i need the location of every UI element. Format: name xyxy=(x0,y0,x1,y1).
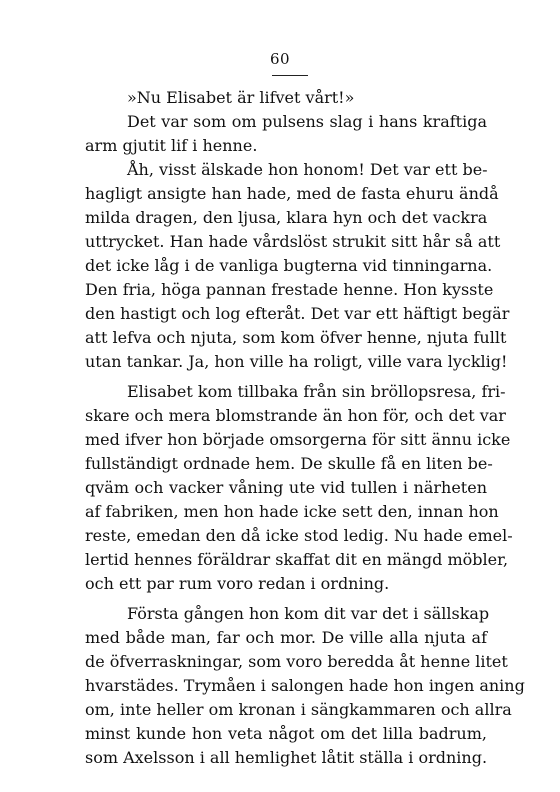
text-line: det icke låg i de vanliga bugterna vid tinningarna. xyxy=(85,256,493,275)
text-line: och ett par rum voro redan i ordning. xyxy=(85,574,390,593)
text-line: minst kunde hon veta något om det lilla badrum, xyxy=(85,724,487,743)
text-line: som Axelsson i all hemlighet låtit ställa i ordning. xyxy=(85,748,488,767)
text-line: Det var som om pulsens slag i hans kraftiga xyxy=(127,112,487,131)
text-line: de öfverraskningar, som voro beredda åt henne litet xyxy=(85,652,508,671)
text-line: fullständigt ordnade hem. De skulle få en liten be- xyxy=(85,454,493,473)
text-line: hagligt ansigte han hade, med de fasta ehuru ändå xyxy=(85,184,499,203)
text-line: med både man, far och mor. De ville alla njuta af xyxy=(85,628,487,647)
text-line: Elisabet kom tillbaka från sin bröllopsresa, fri- xyxy=(127,382,506,401)
text-line: hvarstädes. Trymåen i salongen hade hon ingen aning xyxy=(85,676,525,695)
text-line: skare och mera blomstrande än hon för, och det var xyxy=(85,406,506,425)
paragraph xyxy=(85,380,513,596)
text-line: af fabriken, men hon hade icke sett den, innan hon xyxy=(85,502,499,521)
paragraph xyxy=(85,158,510,374)
page-number: 60 xyxy=(269,50,291,68)
text-line: reste, emedan den då icke stod ledig. Nu hade emel- xyxy=(85,526,513,545)
text-line: Första gången hon kom dit var det i sällskap xyxy=(127,604,490,623)
text-line: den hastigt och log efteråt. Det var ett häftigt begär xyxy=(85,304,510,323)
page-number-rule xyxy=(272,75,308,76)
text-line: om, inte heller om kronan i sängkammaren och allra xyxy=(85,700,512,719)
body-text xyxy=(85,86,525,770)
text-line: milda dragen, den ljusa, klara hyn och det vackra xyxy=(85,208,488,227)
text-line: arm gjutit lif i henne. xyxy=(85,136,258,155)
text-line: Åh, visst älskade hon honom! Det var ett be- xyxy=(127,160,488,179)
text-line: Den fria, höga pannan frestade henne. Hon kysste xyxy=(85,280,494,299)
text-line: utan tankar. Ja, hon ville ha roligt, ville vara lycklig! xyxy=(85,352,508,371)
text-line: att lefva och njuta, som kom öfver henne, njuta fullt xyxy=(85,328,507,347)
text-line: »Nu Elisabet är lifvet vårt!» xyxy=(127,88,355,107)
paragraph xyxy=(85,86,487,110)
text-line: lertid hennes föräldrar skaffat dit en mängd möbler, xyxy=(85,550,509,569)
text-line: med ifver hon började omsorgerna för sitt ännu icke xyxy=(85,430,511,449)
paragraph xyxy=(85,602,525,770)
paragraph xyxy=(85,110,487,158)
text-line: qväm och vacker våning ute vid tullen i närheten xyxy=(85,478,487,497)
text-line: uttrycket. Han hade vårdslöst strukit sitt hår så att xyxy=(85,232,501,251)
